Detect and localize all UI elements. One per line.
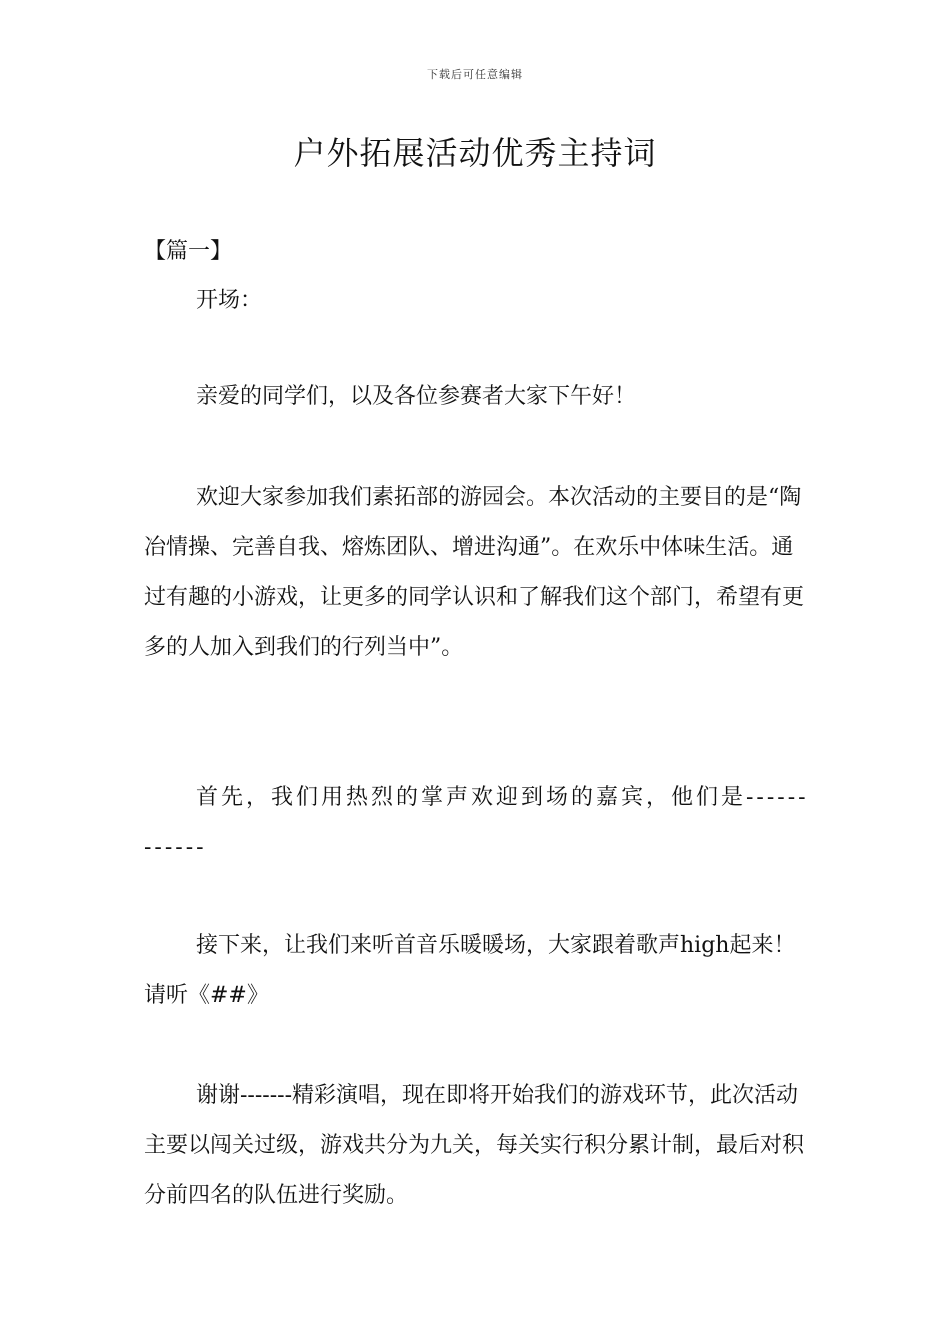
paragraph-greeting: 亲爱的同学们，以及各位参赛者大家下午好！ (196, 384, 637, 409)
paragraph-welcome: 欢迎大家参加我们素拓部的游园会。本次活动的主要目的是“陶冶情操、完善自我、熔炼团队、增进沟通”。在欢乐中体味生活。通过有趣的小游戏，让更多的同学认识和了解我们这个部门，希望有更多的人加入到我们的行列当中”。 (144, 485, 805, 660)
document-title: 户外拓展活动优秀主持词 (293, 134, 657, 172)
page-header-note: 下载后可任意编辑 (427, 68, 523, 81)
paragraph-guests: 首先，我们用热烈的掌声欢迎到场的嘉宾，他们是------------ (144, 785, 809, 860)
paragraph-music: 接下来，让我们来听首音乐暖暖场，大家跟着歌声high起来！请听《##》 (144, 933, 796, 1008)
paragraph-thanks: 谢谢-------精彩演唱，现在即将开始我们的游戏环节，此次活动主要以闯关过级，游戏共分为九关，每关实行积分累计制，最后对积分前四名的队伍进行奖励。 (144, 1083, 805, 1208)
section-label: 【篇一】 (144, 239, 233, 264)
paragraph-opening: 开场： (196, 288, 263, 313)
